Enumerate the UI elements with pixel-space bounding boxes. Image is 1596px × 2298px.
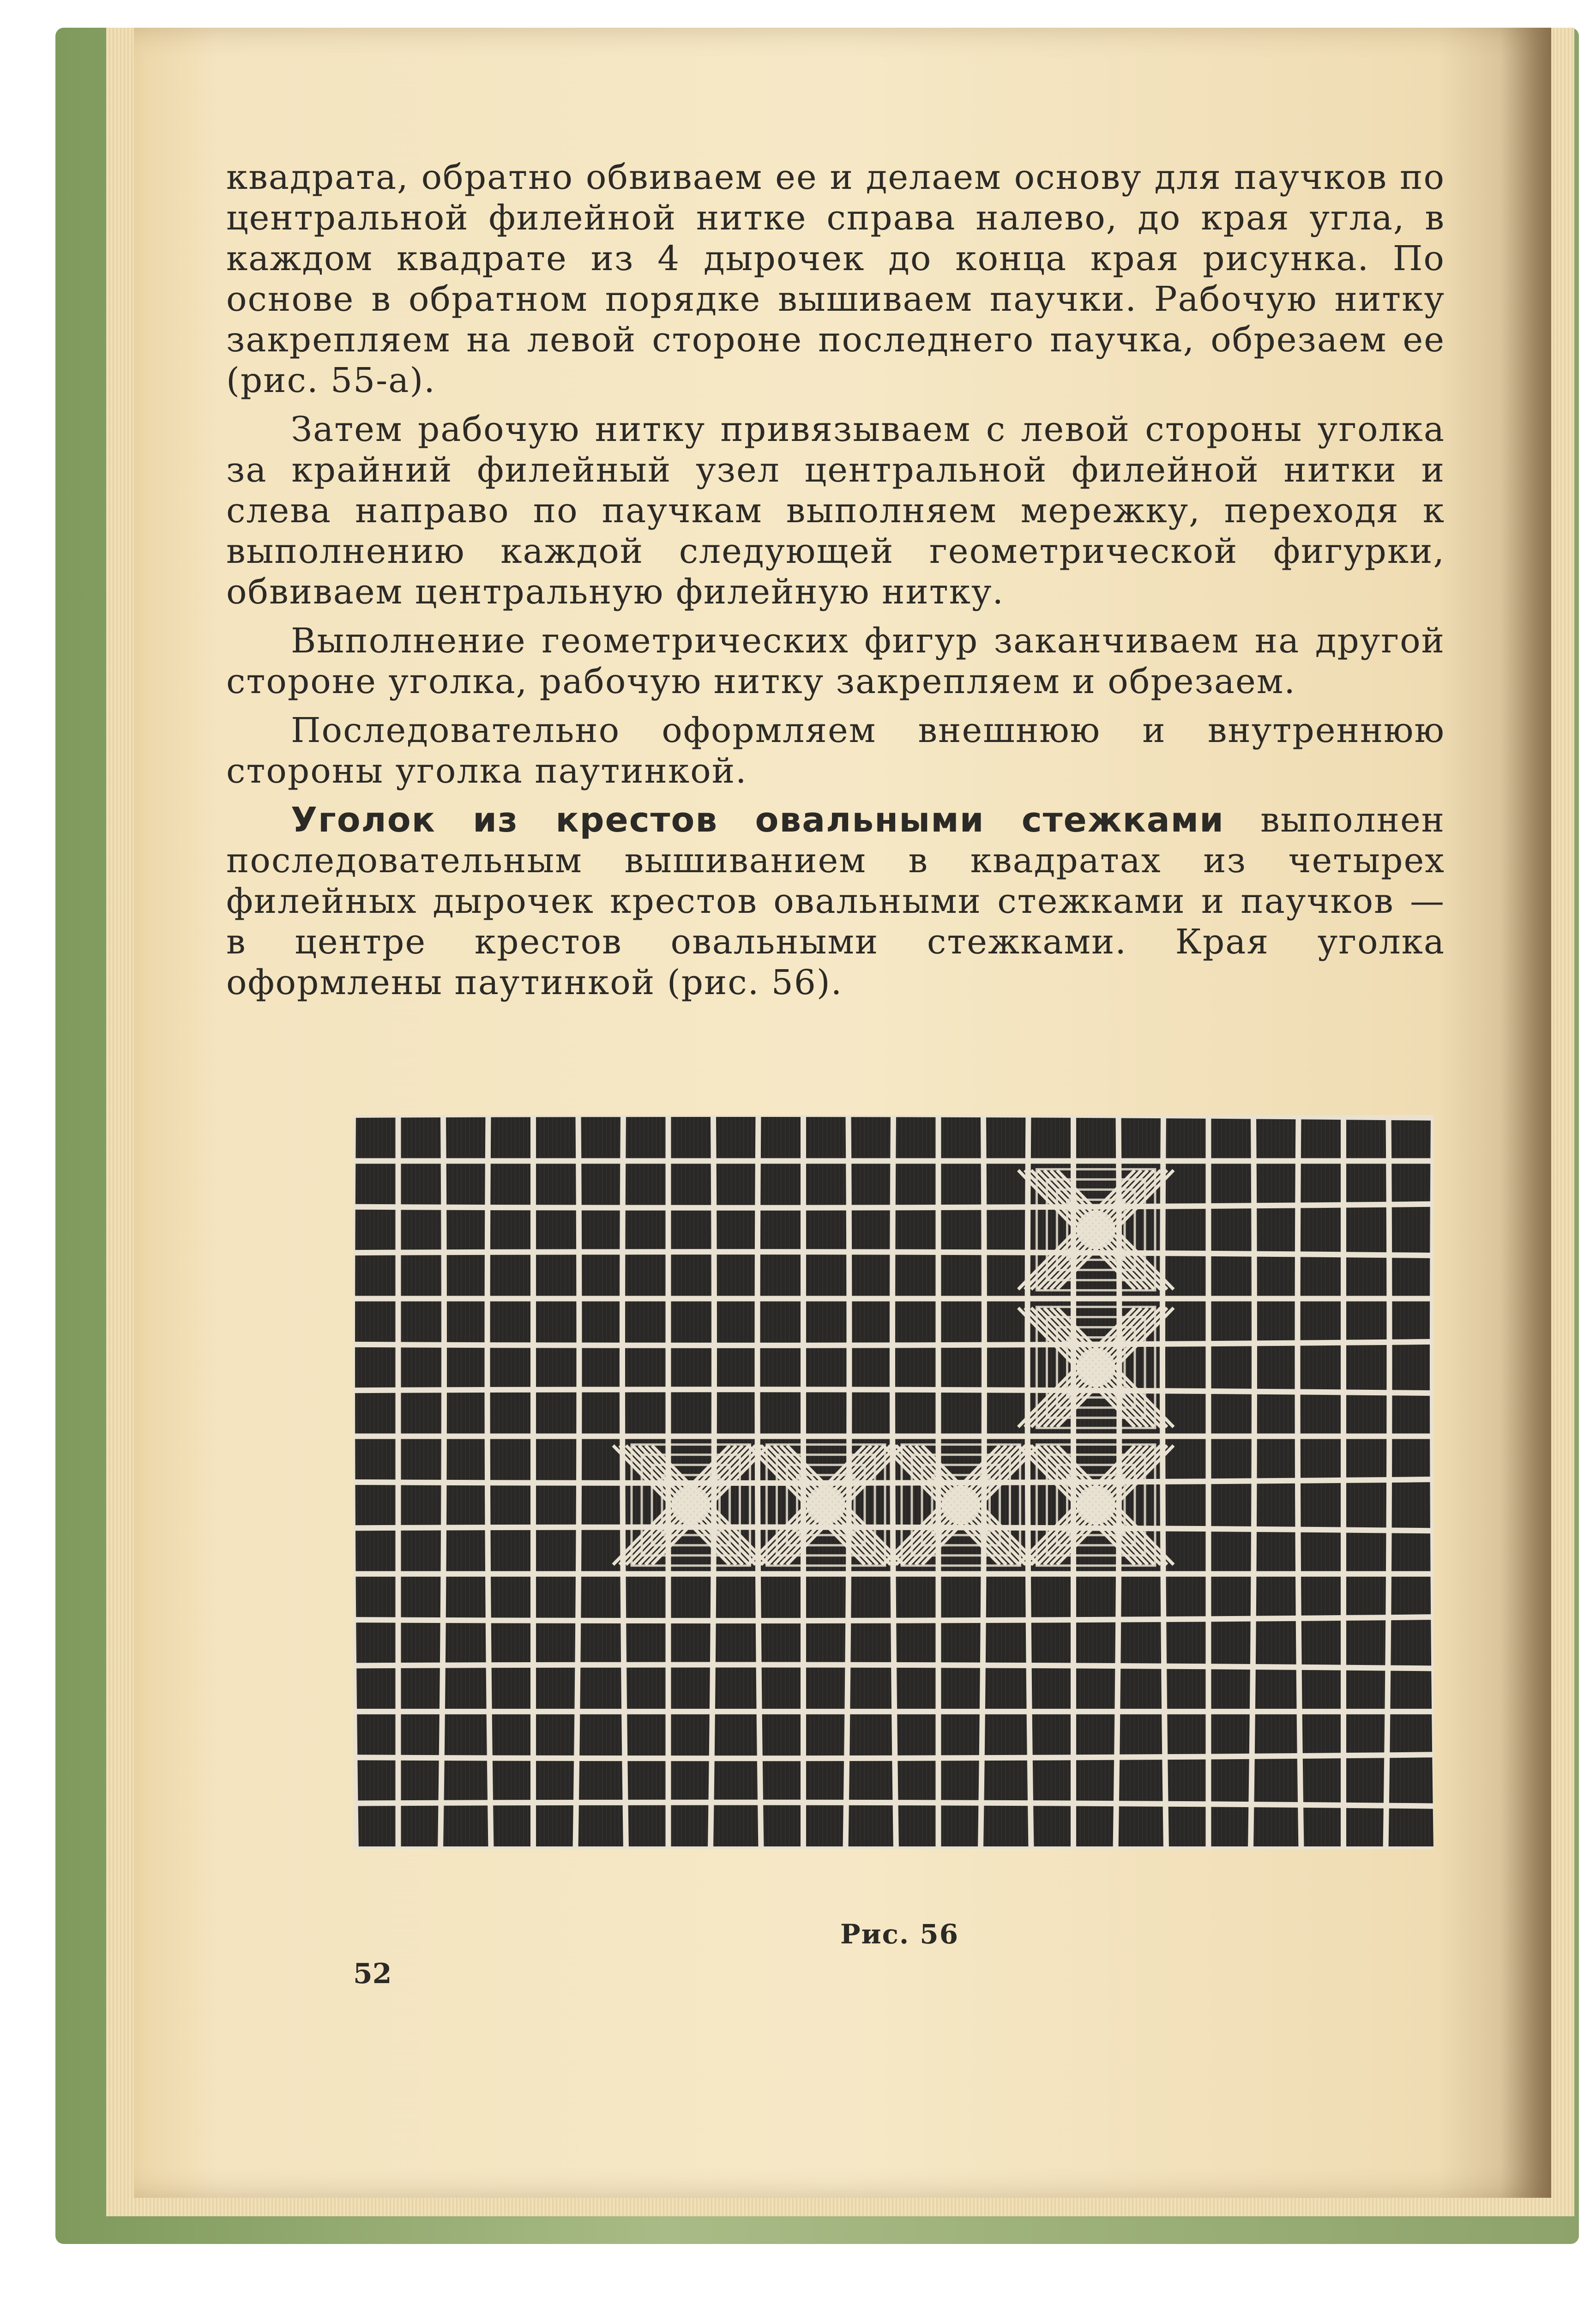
embroidery-illustration	[353, 1115, 1433, 1849]
figure-56-photo	[353, 1115, 1433, 1849]
spider-stitch	[1077, 1210, 1115, 1249]
paragraph-1: квадрата, обратно обвиваем ее и делаем основу для паучков по центральной филейной нитке справа налево, до края угла, в каждом квадрате из 4 дырочек до конца края рисунка. По основе в обратном порядке вышиваем паучки. Рабочую нитку закрепляем на левой стороне последнего паучка, обрезаем ее (рис. 55-а).	[226, 157, 1445, 400]
paragraph-3: Выполнение геометрических фигур заканчиваем на другой стороне уголка, рабочую нитку закрепляем и обрезаем.	[226, 621, 1445, 701]
paragraph-4: Последовательно оформляем внешнюю и внутреннюю стороны уголка паутинкой.	[226, 711, 1445, 791]
paragraph-5	[226, 800, 1445, 1003]
paragraph-5-rest: выполнен последовательным вышиванием в квадратах из четырех филейных дырочек крестов овальными стежками и паучков — в центре крестов овальными стежками. Края уголка оформлены паутинкой (рис. 56).	[226, 800, 1445, 1002]
spider-stitch	[1077, 1348, 1115, 1387]
figure-caption: Рис. 56	[840, 1918, 959, 1950]
spider-stitch	[671, 1486, 710, 1525]
paragraph-2: Затем рабочую нитку привязываем с левой стороны уголка за крайний филейный узел центральной филейной нитки и слева направо по паучкам выполняем мережку, переходя к выполнению каждой следующей геометрической фигурки, обвиваем центральную филейную нитку.	[226, 410, 1445, 612]
body-text	[226, 157, 1445, 1011]
gutter-shadow	[1500, 28, 1551, 2198]
paragraph-5-lead: Уголок из крестов овальными стежками	[291, 800, 1224, 840]
spider-stitch	[941, 1486, 980, 1525]
spider-stitch	[807, 1486, 845, 1525]
page-number: 52	[353, 1958, 392, 1990]
spider-stitch	[1077, 1486, 1115, 1525]
